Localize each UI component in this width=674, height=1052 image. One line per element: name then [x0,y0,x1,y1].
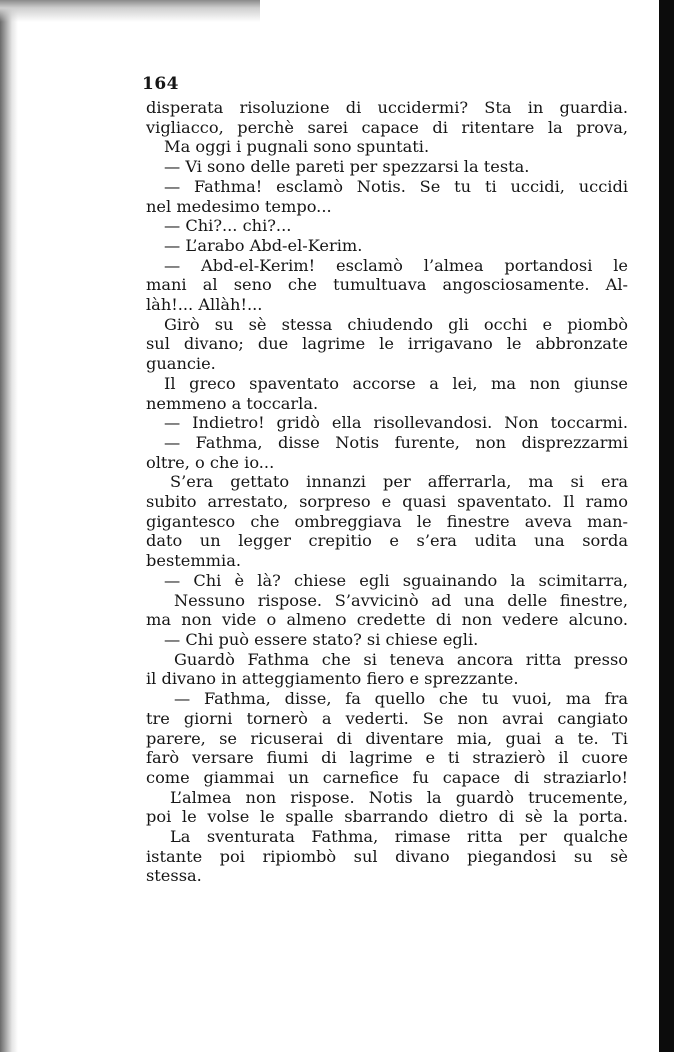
text-line: ma non vide o almeno credette di non vedere alcuno. [146,610,628,630]
text-line: mani al seno che tumultuava angosciosamente. Al- [146,275,628,295]
text-line: istante poi ripiombò sul divano piegandosi su sè [146,846,628,866]
text-line: poi le volse le spalle sbarrando dietro di sè la porta. [146,807,628,827]
text-line: subito arrestato, sorpreso e quasi spaventato. Il ramo [146,492,628,512]
text-line: Guardò Fathma che si teneva ancora ritta presso [174,649,628,669]
text-line: — Indietro! gridò ella risollevandosi. Non toccarmi. [164,413,628,433]
text-line: disperata risoluzione di uccidermi? Sta in guardia. [146,98,628,117]
text-line: stessa. [146,866,202,886]
text-line: — L’arabo Abd-el-Kerim. [164,235,363,255]
text-line: parere, se ricuserai di diventare mia, guai a te. Ti [146,728,628,748]
text-line: — Chi può essere stato? si chiese egli. [164,629,479,649]
text-line: L’almea non rispose. Notis la guardò trucemente, [170,787,628,807]
text-line: — Vi sono delle pareti per spezzarsi la testa. [164,157,530,177]
text-line: farò versare fiumi di lagrime e ti strazierò il cuore [146,748,628,768]
text-line: Il greco spaventato accorse a lei, ma non giunse [164,373,628,393]
text-line: — Fathma, disse, fa quello che tu vuoi, ma fra [174,689,628,709]
scan-left-edge [0,0,18,1052]
text-line: sul divano; due lagrime le irrigavano le abbronzate [146,334,628,354]
text-line: nel medesimo tempo... [146,196,332,216]
text-line: — Chi?... chi?... [164,216,292,236]
text-line: — Fathma! esclamò Notis. Se tu ti uccidi, uccidi [164,176,628,196]
text-line: — Abd-el-Kerim! esclamò l’almea portandosi le [164,255,628,275]
text-line: Ma oggi i pugnali sono spuntati. [164,137,430,157]
text-line: bestemmia. [146,551,242,571]
text-line: come giammai un carnefice fu capace di straziarlo! [146,767,628,787]
text-line: La sventurata Fathma, rimase ritta per qualche [170,827,628,847]
text-line: S’era gettato innanzi per afferrarla, ma si era [170,472,628,492]
text-line: nemmeno a toccarla. [146,393,319,413]
text-line: dato un legger crepitio e s’era udita una sorda [146,531,628,551]
text-line: Nessuno rispose. S’avvicinò ad una delle finestre, [174,590,628,610]
text-line: — Chi è là? chiese egli sguainando la scimitarra, [164,570,628,590]
text-line: vigliacco, perchè sarei capace di ritentare la prova, [146,117,628,137]
scan-right-edge [659,0,674,1052]
text-line: Girò su sè stessa chiudendo gli occhi e piombò [164,314,628,334]
text-line: il divano in atteggiamento fiero e sprezzante. [146,669,519,689]
text-line: oltre, o che io... [146,452,275,472]
page-number: 164 [142,74,179,94]
text-line: làh!... Allàh!... [146,295,263,315]
text-line: tre giorni tornerò a vederti. Se non avrai cangiato [146,708,628,728]
page-body-text [146,98,628,886]
text-line: guancie. [146,354,216,374]
text-line: gigantesco che ombreggiava le finestre aveva man- [146,511,628,531]
text-line: — Fathma, disse Notis furente, non disprezzarmi [164,432,628,452]
scan-top-edge [0,0,260,22]
